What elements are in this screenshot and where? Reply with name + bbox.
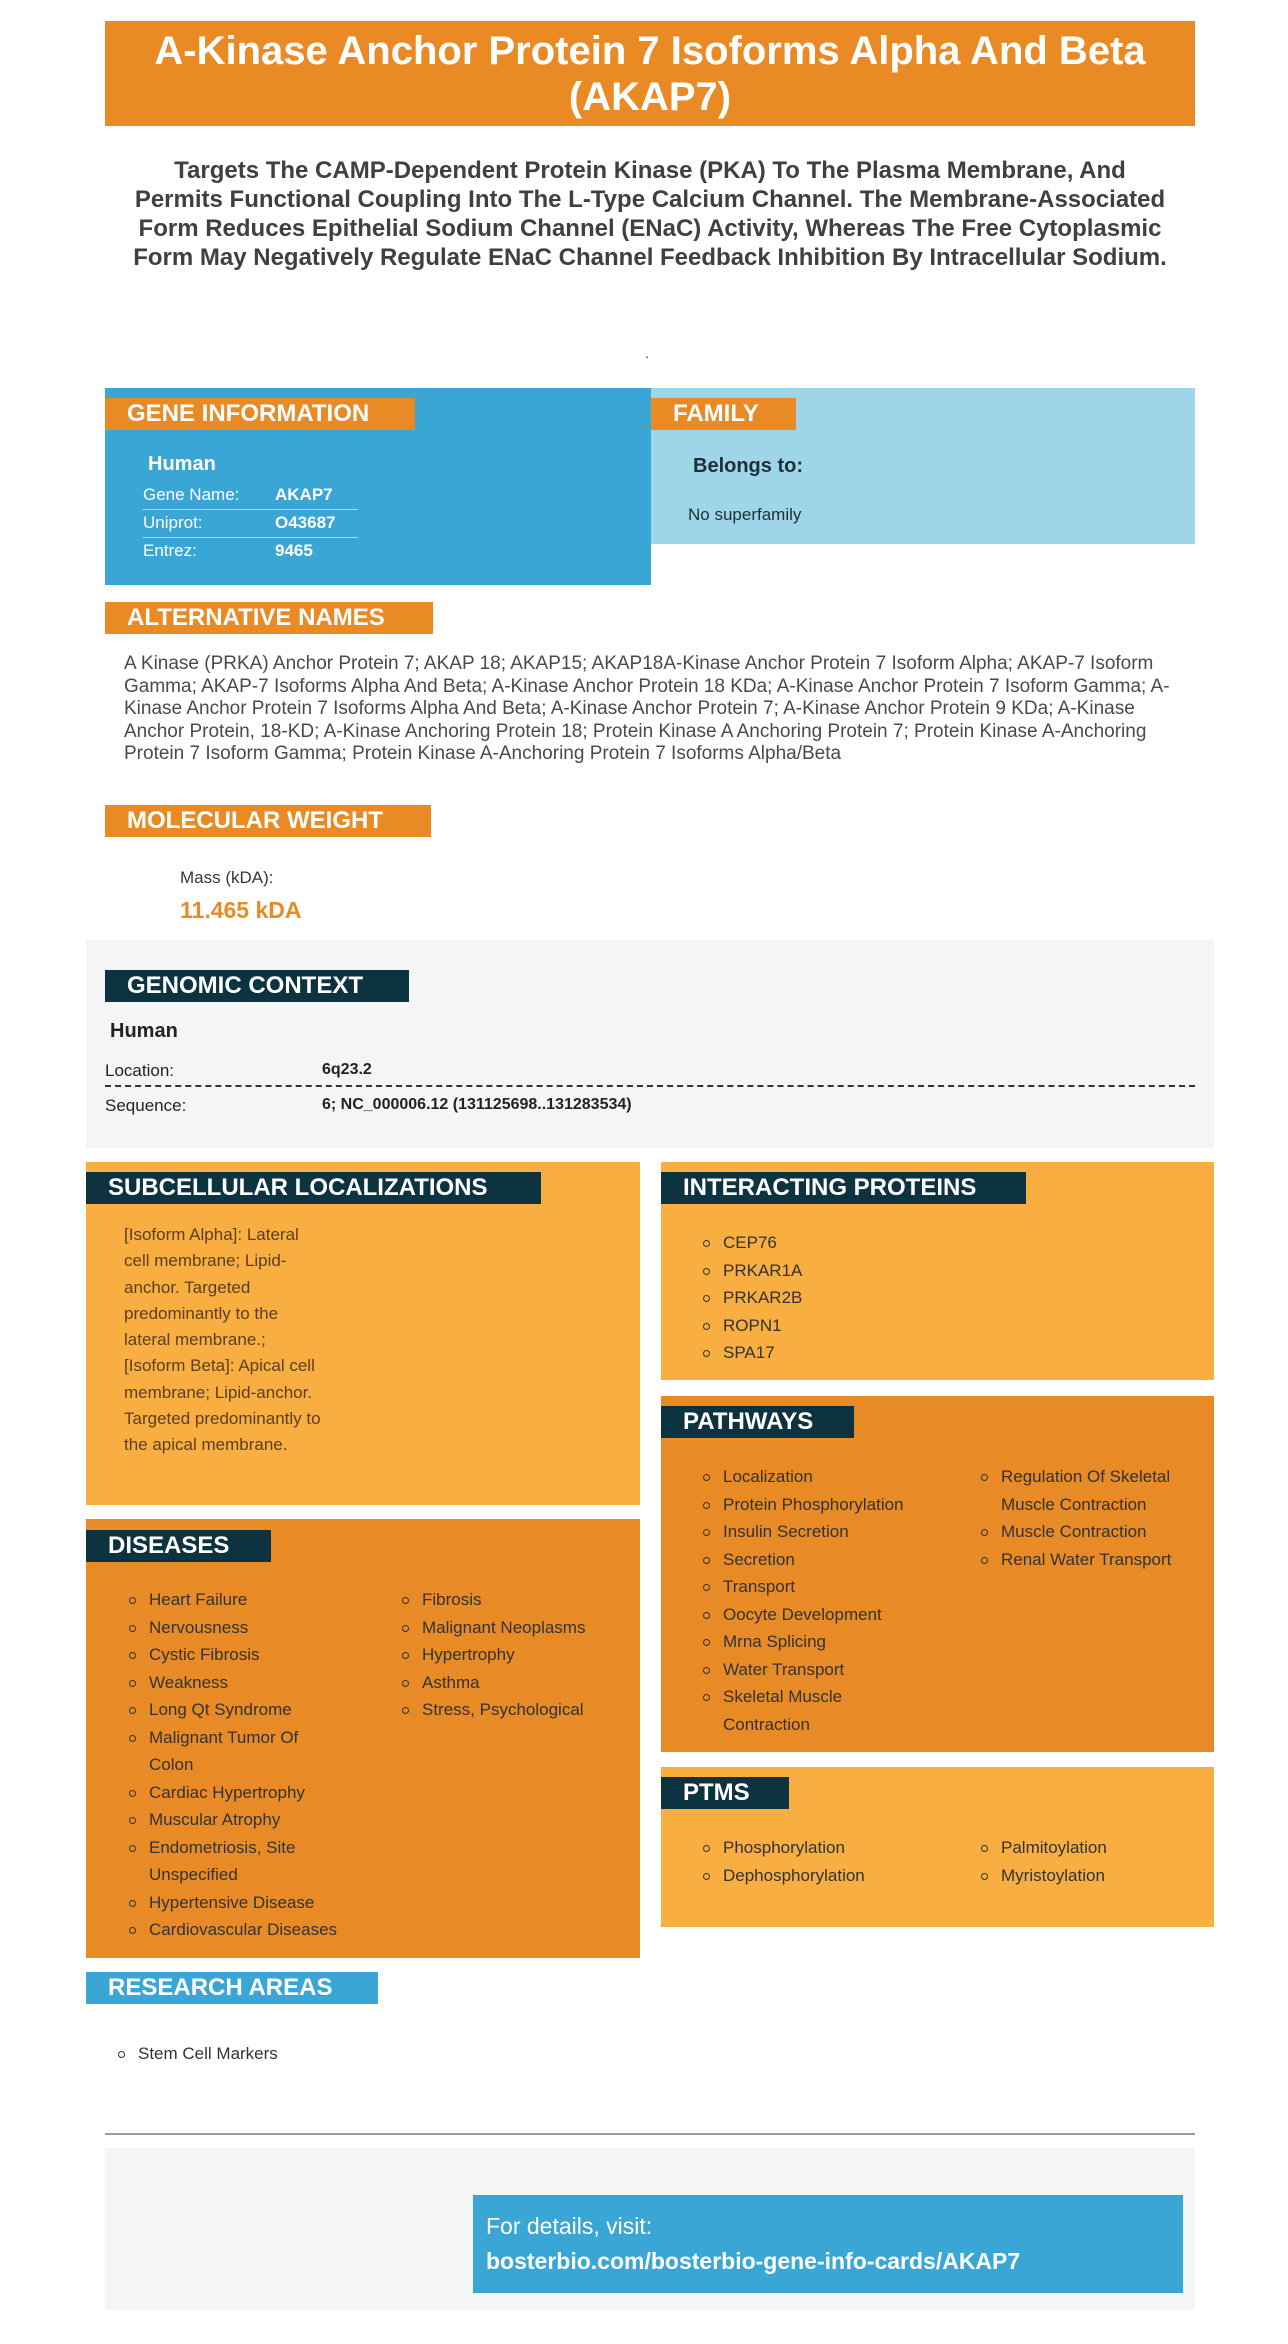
page-title: A-Kinase Anchor Protein 7 Isoforms Alpha And Beta (AKAP7) [105, 21, 1195, 126]
dashed-divider [105, 1085, 1195, 1087]
diseases-list-col2 [397, 1586, 627, 1724]
list-item: Muscular Atrophy [124, 1806, 354, 1834]
alternative-names-text: A Kinase (PRKA) Anchor Protein 7; AKAP 18; AKAP15; AKAP18A-Kinase Anchor Protein 7 Isoform Alpha; AKAP-7 Isoform Gamma; AKAP-7 Isoforms Alpha And Beta; A-Kinase Anchor Protein 18 KDa; A-Kinase Anchor Protein 7 Isoform Gamma; A-Kinase Anchor Protein 7 Isoforms Alpha And Beta; A-Kinase Anchor Protein 7; A-Kinase Anchor Protein 9 KDa; A-Kinase Anchor Protein, 18-KD; A-Kinase Anchoring Protein 18; Protein Kinase A Anchoring Protein 7; Protein Kinase A-Anchoring Protein 7 Isoform Gamma; Protein Kinase A-Anchoring Protein 7 Isoforms Alpha/Beta [124, 653, 1170, 764]
entrez-value: 9465 [275, 541, 313, 560]
list-item: Localization [698, 1463, 938, 1491]
list-item: Hypertensive Disease [124, 1889, 354, 1917]
research-areas-header: RESEARCH AREAS [86, 1972, 378, 2004]
details-link[interactable]: bosterbio.com/bosterbio-gene-info-cards/AKAP7 [486, 2248, 1021, 2274]
mass-value: 11.465 kDA [180, 897, 302, 923]
list-item: Water Transport [698, 1656, 938, 1684]
family-belongs-label: Belongs to: [693, 455, 803, 477]
uniprot-value: O43687 [275, 513, 336, 532]
family-header: FAMILY [651, 398, 796, 430]
details-link-box[interactable] [473, 2195, 1183, 2293]
genomic-context-header: GENOMIC CONTEXT [105, 970, 409, 1002]
pathways-list-col2 [976, 1463, 1191, 1573]
list-item: Nervousness [124, 1614, 354, 1642]
list-item: Protein Phosphorylation [698, 1491, 938, 1519]
gene-name-label: Gene Name: [143, 485, 240, 504]
list-item: Oocyte Development [698, 1601, 938, 1629]
list-item: Regulation Of Skeletal Muscle Contraction [976, 1463, 1201, 1518]
gene-name-value: AKAP7 [275, 485, 333, 504]
list-item: Malignant Neoplasms [397, 1614, 627, 1642]
list-item: Fibrosis [397, 1586, 627, 1614]
pathways-list-col1 [698, 1463, 938, 1738]
genomic-species: Human [110, 1020, 178, 1042]
location-label: Location: [105, 1061, 174, 1080]
location-value: 6q23.2 [322, 1061, 372, 1078]
list-item: Stem Cell Markers [113, 2040, 278, 2068]
list-item: ROPN1 [698, 1312, 802, 1340]
gene-info-row [143, 510, 358, 538]
list-item: Cardiac Hypertrophy [124, 1779, 354, 1807]
list-item: Endometriosis, Site Unspecified [124, 1834, 324, 1889]
list-item: Mrna Splicing [698, 1628, 938, 1656]
list-item: Muscle Contraction [976, 1518, 1191, 1546]
list-item: Transport [698, 1573, 938, 1601]
list-item: Dephosphorylation [698, 1862, 938, 1890]
sequence-label: Sequence: [105, 1096, 187, 1115]
research-areas-list [113, 2040, 278, 2068]
gene-info-row [143, 538, 358, 565]
gene-info-row [143, 482, 358, 510]
list-item: Myristoylation [976, 1862, 1191, 1890]
mass-label: Mass (kDA): [180, 868, 274, 887]
list-item: PRKAR2B [698, 1284, 802, 1312]
list-item: Insulin Secretion [698, 1518, 938, 1546]
interacting-proteins-list [698, 1229, 802, 1367]
gene-summary: Targets The CAMP-Dependent Protein Kinase (PKA) To The Plasma Membrane, And Permits Functional Coupling Into The L-Type Calcium Channel. The Membrane-Associated Form Reduces Epithelial Sodium Channel (ENaC) Activity, Whereas The Free Cytoplasmic Form May Negatively Regulate ENaC Channel Feedback Inhibition By Intracellular Sodium. [133, 157, 1167, 271]
uniprot-label: Uniprot: [143, 513, 203, 532]
list-item: Long Qt Syndrome [124, 1696, 354, 1724]
gene-info-species: Human [148, 453, 216, 475]
list-item: Asthma [397, 1669, 627, 1697]
list-item: PRKAR1A [698, 1257, 802, 1285]
entrez-label: Entrez: [143, 541, 197, 560]
list-item: Skeletal Muscle Contraction [698, 1683, 873, 1738]
alternative-names-header: ALTERNATIVE NAMES [105, 602, 433, 634]
gene-info-header: GENE INFORMATION [105, 398, 415, 430]
list-item: Malignant Tumor Of Colon [124, 1724, 324, 1779]
details-label: For details, visit: [486, 2213, 653, 2239]
list-item: Cystic Fibrosis [124, 1641, 354, 1669]
diseases-list-col1 [124, 1586, 354, 1944]
list-item: Weakness [124, 1669, 354, 1697]
ptms-list-col2 [976, 1834, 1191, 1889]
list-item: Stress, Psychological [397, 1696, 627, 1724]
list-item: Palmitoylation [976, 1834, 1191, 1862]
subcellular-text: [Isoform Alpha]: Lateral cell membrane; Lipid-anchor. Targeted predominantly to the lateral membrane.; [Isoform Beta]: Apical cell membrane; Lipid-anchor. Targeted predominantly to the apical membrane. [124, 1225, 321, 1455]
ptms-list-col1 [698, 1834, 938, 1889]
ptms-header: PTMS [661, 1777, 789, 1809]
diseases-header: DISEASES [86, 1530, 271, 1562]
list-item: Hypertrophy [397, 1641, 627, 1669]
sequence-value: 6; NC_000006.12 (131125698..131283534) [322, 1096, 632, 1113]
list-item: SPA17 [698, 1339, 802, 1367]
list-item: Cardiovascular Diseases [124, 1916, 354, 1944]
list-item: Phosphorylation [698, 1834, 938, 1862]
subcellular-header: SUBCELLULAR LOCALIZATIONS [86, 1172, 541, 1204]
family-value: No superfamily [688, 505, 802, 524]
interacting-proteins-header: INTERACTING PROTEINS [661, 1172, 1026, 1204]
pathways-header: PATHWAYS [661, 1406, 854, 1438]
footer-divider [105, 2133, 1195, 2135]
list-item: Secretion [698, 1546, 938, 1574]
list-item: Renal Water Transport [976, 1546, 1191, 1574]
list-item: CEP76 [698, 1229, 802, 1257]
list-item: Heart Failure [124, 1586, 354, 1614]
molecular-weight-header: MOLECULAR WEIGHT [105, 805, 431, 837]
separator-dot: . [645, 345, 649, 361]
